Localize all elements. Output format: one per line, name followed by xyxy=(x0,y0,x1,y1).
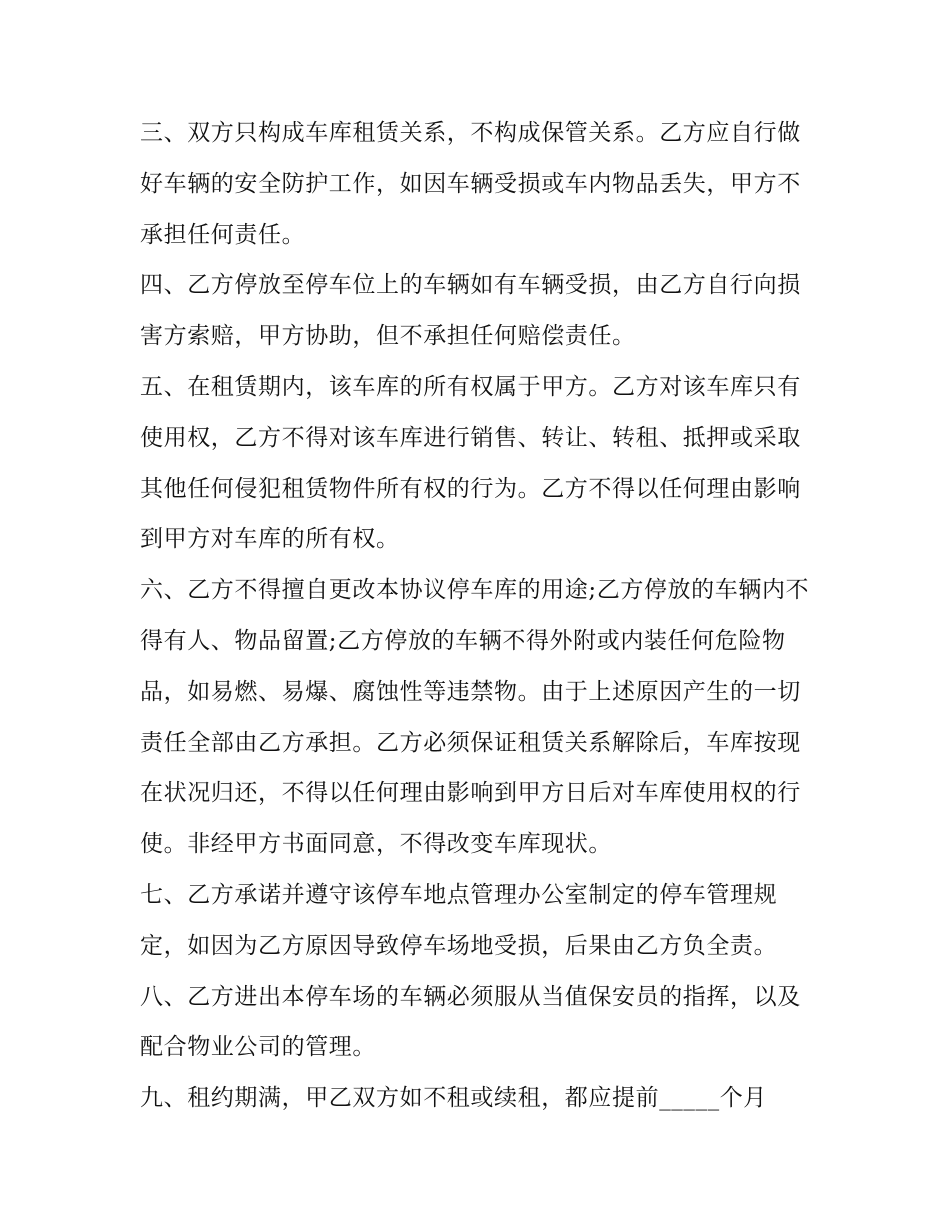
clause-4: 四、乙方停放至停车位上的车辆如有车辆受损，由乙方自行向损害方索赔，甲方协助，但不承担任何赔偿责任。 xyxy=(140,272,801,350)
clause-6: 六、乙方不得擅自更改本协议停车库的用途;乙方停放的车辆内不得有人、物品留置;乙方停放的车辆不得外附或内装任何危险物品，如易燃、易爆、腐蚀性等违禁物。由于上述原因产生的一切责任全部由乙方承担。乙方必须保证租赁关系解除后，车库按现在状况归还，不得以任何理由影响到甲方日后对车库使用权的行使。非经甲方书面同意，不得改变车库现状。 xyxy=(140,577,810,858)
clause-8: 八、乙方进出本停车场的车辆必须服从当值保安员的指挥，以及配合物业公司的管理。 xyxy=(140,983,801,1061)
clause-7: 七、乙方承诺并遵守该停车地点管理办公室制定的停车管理规定，如因为乙方原因导致停车场地受损，后果由乙方负全责。 xyxy=(140,881,778,959)
clause-9: 九、租约期满，甲乙双方如不租或续租，都应提前_____个月 xyxy=(140,1085,767,1112)
clause-3: 三、双方只构成车库租赁关系，不构成保管关系。乙方应自行做好车辆的安全防护工作，如因车辆受损或车内物品丢失，甲方不承担任何责任。 xyxy=(140,120,801,248)
clause-5: 五、在租赁期内，该车库的所有权属于甲方。乙方对该车库只有使用权，乙方不得对该车库进行销售、转让、转租、抵押或采取其他任何侵犯租赁物件所有权的行为。乙方不得以任何理由影响到甲方对车库的所有权。 xyxy=(140,373,801,553)
